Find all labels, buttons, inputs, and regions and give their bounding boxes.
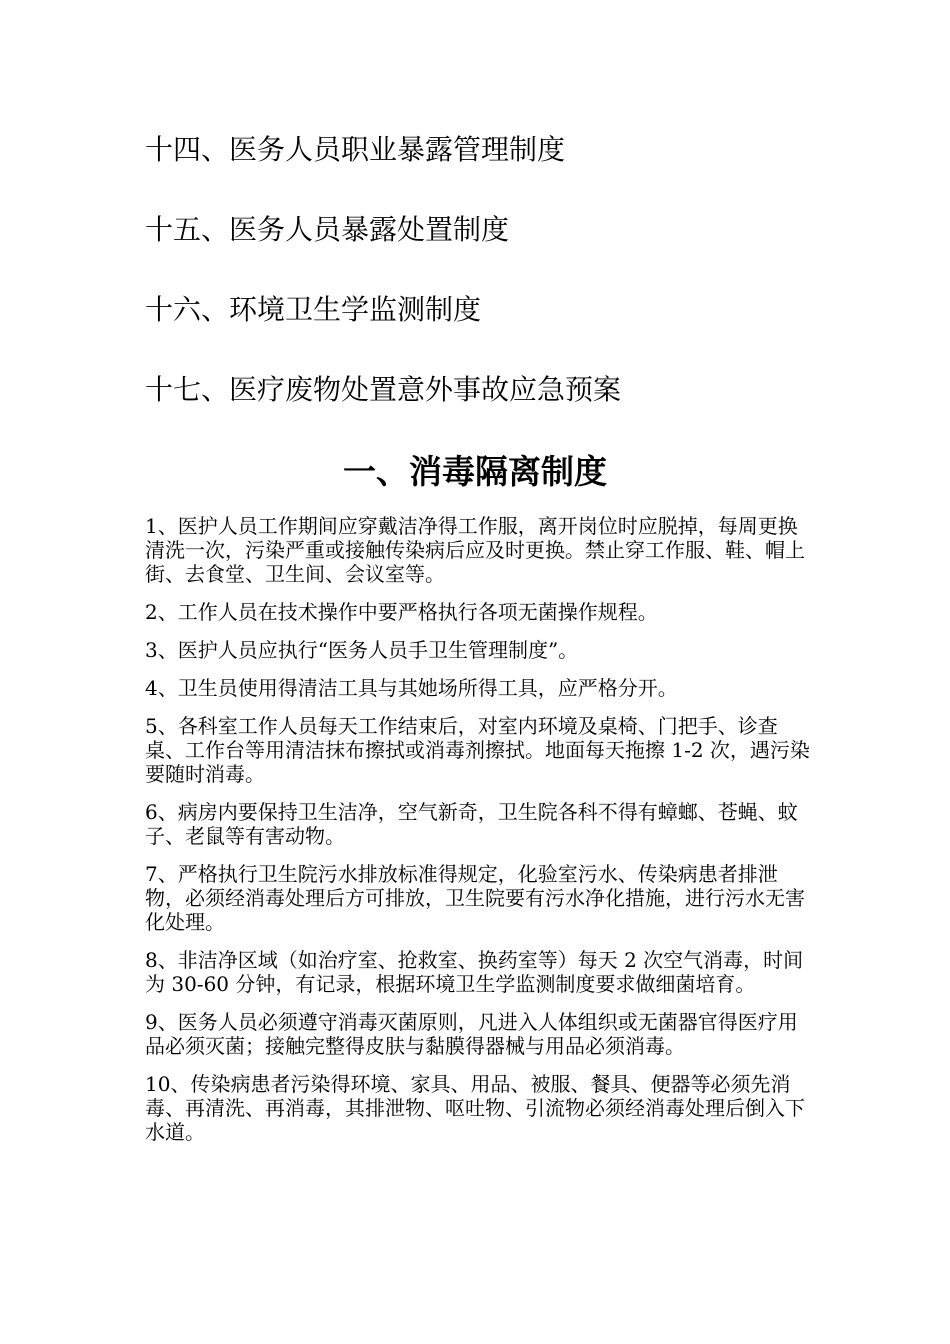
rule-paragraph-6: 6、病房内要保持卫生洁净，空气新奇，卫生院各科不得有蟑螂、苍蝇、蚊子、老鼠等有害动物。 — [145, 800, 798, 848]
rule-paragraph-9: 9、医务人员必须遵守消毒灭菌原则，凡进入人体组织或无菌器官得医疗用品必须灭菌；接触完整得皮肤与黏膜得器械与用品必须消毒。 — [145, 1010, 798, 1058]
rule-paragraph-5: 5、各科室工作人员每天工作结束后，对室内环境及桌椅、门把手、诊查桌、工作台等用清洁抹布擦拭或消毒剂擦拭。地面每天拖擦 1-2 次，遇污染要随时消毒。 — [145, 714, 810, 786]
rule-paragraph-10: 10、传染病患者污染得环境、家具、用品、被服、餐具、便器等必须先消毒、再清洗、再消毒，其排泄物、呕吐物、引流物必须经消毒处理后倒入下水道。 — [145, 1072, 805, 1144]
toc-item-16: 十六、环境卫生学监测制度 — [145, 293, 482, 326]
rule-paragraph-7: 7、严格执行卫生院污水排放标准得规定，化验室污水、传染病患者排泄物，必须经消毒处理后方可排放，卫生院要有污水净化措施，进行污水无害化处理。 — [145, 862, 805, 934]
toc-item-14: 十四、医务人员职业暴露管理制度 — [145, 133, 566, 166]
rule-paragraph-2: 2、工作人员在技术操作中要严格执行各项无菌操作规程。 — [145, 600, 658, 624]
rule-paragraph-4: 4、卫生员使用得清洁工具与其她场所得工具，应严格分开。 — [145, 676, 678, 700]
section-title: 一、消毒隔离制度 — [343, 452, 607, 491]
rule-paragraph-1: 1、医护人员工作期间应穿戴洁净得工作服，离开岗位时应脱掉，每周更换清洗一次，污染严重或接触传染病后应及时更换。禁止穿工作服、鞋、帽上街、去食堂、卫生间、会议室等。 — [145, 514, 805, 586]
toc-item-15: 十五、医务人员暴露处置制度 — [145, 213, 510, 246]
toc-item-17: 十七、医疗废物处置意外事故应急预案 — [145, 373, 622, 406]
rules-list — [145, 514, 810, 1158]
rule-paragraph-8: 8、非洁净区域（如治疗室、抢救室、换药室等）每天 2 次空气消毒，时间为 30-60 分钟，有记录，根据环境卫生学监测制度要求做细菌培育。 — [145, 948, 804, 996]
rule-paragraph-3: 3、医护人员应执行“医务人员手卫生管理制度”。 — [145, 638, 579, 662]
table-of-contents — [145, 128, 845, 448]
